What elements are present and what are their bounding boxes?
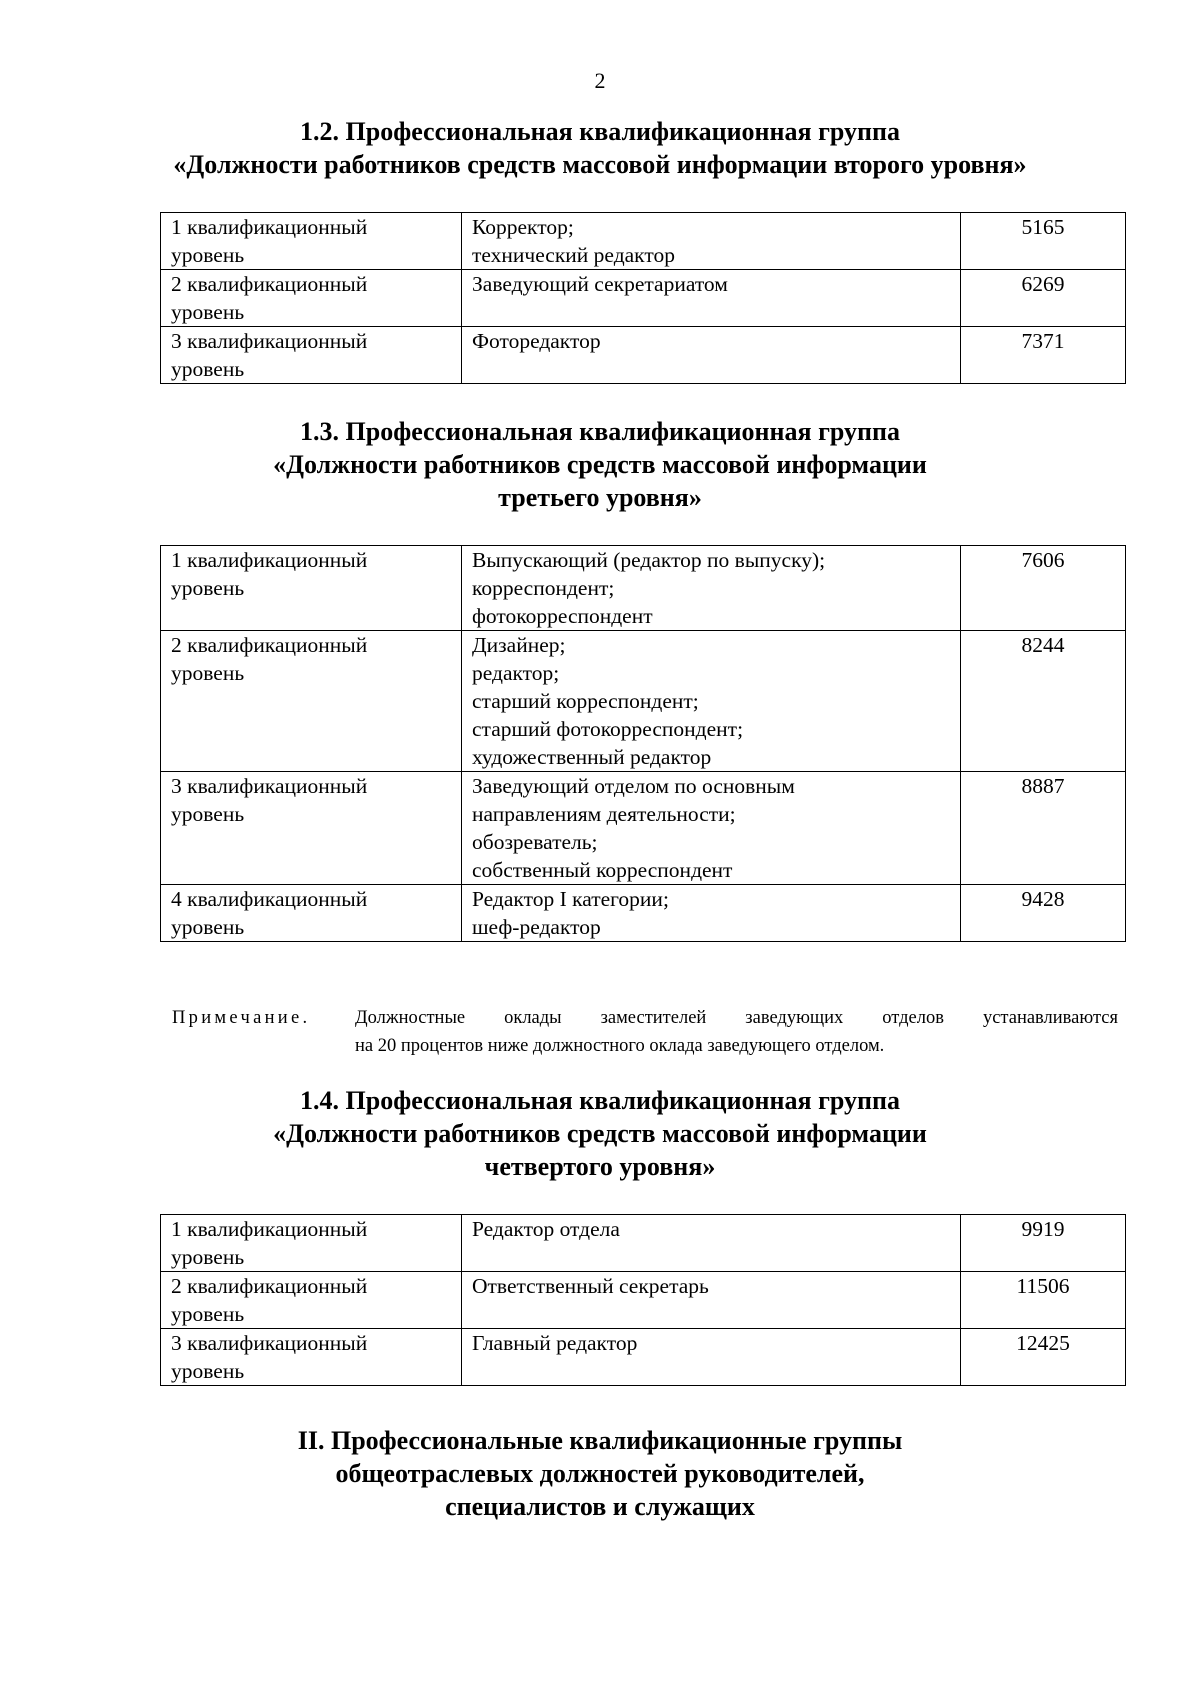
note-text: Должностные оклады заместителей заведующих отделов устанавливаются на 20 процентов ниже должностного оклада заведующего отделом. xyxy=(355,1008,1118,1056)
positions-cell: Редактор отдела xyxy=(462,1215,961,1272)
title-line: 1.4. Профессиональная квалификационная группа xyxy=(300,1086,900,1115)
salary-cell: 12425 xyxy=(961,1329,1126,1386)
section-1-4-title xyxy=(0,1084,1200,1183)
table-row xyxy=(161,772,1126,885)
section-1-4-table xyxy=(160,1214,1126,1386)
section-1-3-title xyxy=(0,415,1200,514)
positions-cell: Фоторедактор xyxy=(462,327,961,384)
level-cell: 1 квалификационный уровень xyxy=(161,213,462,270)
section-1-3-table xyxy=(160,545,1126,942)
table-row xyxy=(161,631,1126,772)
title-line: II. Профессиональные квалификационные группы xyxy=(297,1426,903,1455)
positions-cell: Заведующий отделом по основным направлениям деятельности; обозреватель; собственный корреспондент xyxy=(462,772,961,885)
level-cell: 2 квалификационный уровень xyxy=(161,1272,462,1329)
table-row xyxy=(161,1215,1126,1272)
salary-cell: 8887 xyxy=(961,772,1126,885)
positions-cell: Ответственный секретарь xyxy=(462,1272,961,1329)
salary-cell: 11506 xyxy=(961,1272,1126,1329)
title-line: четвертого уровня» xyxy=(484,1152,716,1181)
note-label: Примечание. xyxy=(172,1008,311,1028)
section-1-2-table xyxy=(160,212,1126,384)
title-line: «Должности работников средств массовой информации второго уровня» xyxy=(173,150,1027,179)
title-line: 1.2. Профессиональная квалификационная группа xyxy=(300,117,900,146)
positions-cell: Главный редактор xyxy=(462,1329,961,1386)
table-row xyxy=(161,885,1126,942)
salary-cell: 7606 xyxy=(961,546,1126,631)
title-line: третьего уровня» xyxy=(498,483,702,512)
level-cell: 3 квалификационный уровень xyxy=(161,1329,462,1386)
level-cell: 2 квалификационный уровень xyxy=(161,270,462,327)
level-cell: 2 квалификационный уровень xyxy=(161,631,462,772)
level-cell: 3 квалификационный уровень xyxy=(161,327,462,384)
table-row xyxy=(161,1272,1126,1329)
salary-cell: 9919 xyxy=(961,1215,1126,1272)
positions-cell: Выпускающий (редактор по выпуску); корреспондент; фотокорреспондент xyxy=(462,546,961,631)
salary-cell: 7371 xyxy=(961,327,1126,384)
table-row xyxy=(161,270,1126,327)
salary-cell: 6269 xyxy=(961,270,1126,327)
title-line: 1.3. Профессиональная квалификационная группа xyxy=(300,417,900,446)
salary-cell: 9428 xyxy=(961,885,1126,942)
salary-cell: 5165 xyxy=(961,213,1126,270)
table-row xyxy=(161,327,1126,384)
level-cell: 3 квалификационный уровень xyxy=(161,772,462,885)
note xyxy=(172,1004,1118,1060)
section-1-2-title xyxy=(0,115,1200,181)
table-row xyxy=(161,213,1126,270)
positions-cell: Заведующий секретариатом xyxy=(462,270,961,327)
title-line: общеотраслевых должностей руководителей, xyxy=(335,1459,865,1488)
table-row xyxy=(161,546,1126,631)
level-cell: 1 квалификационный уровень xyxy=(161,1215,462,1272)
table-row xyxy=(161,1329,1126,1386)
positions-cell: Редактор I категории; шеф-редактор xyxy=(462,885,961,942)
positions-cell: Корректор; технический редактор xyxy=(462,213,961,270)
title-line: «Должности работников средств массовой информации xyxy=(273,1119,927,1148)
level-cell: 4 квалификационный уровень xyxy=(161,885,462,942)
level-cell: 1 квалификационный уровень xyxy=(161,546,462,631)
page-number: 2 xyxy=(594,68,606,93)
title-line: «Должности работников средств массовой информации xyxy=(273,450,927,479)
positions-cell: Дизайнер; редактор; старший корреспондент; старший фотокорреспондент; художественный редактор xyxy=(462,631,961,772)
salary-cell: 8244 xyxy=(961,631,1126,772)
part-two-title xyxy=(0,1424,1200,1523)
title-line: специалистов и служащих xyxy=(445,1492,755,1521)
